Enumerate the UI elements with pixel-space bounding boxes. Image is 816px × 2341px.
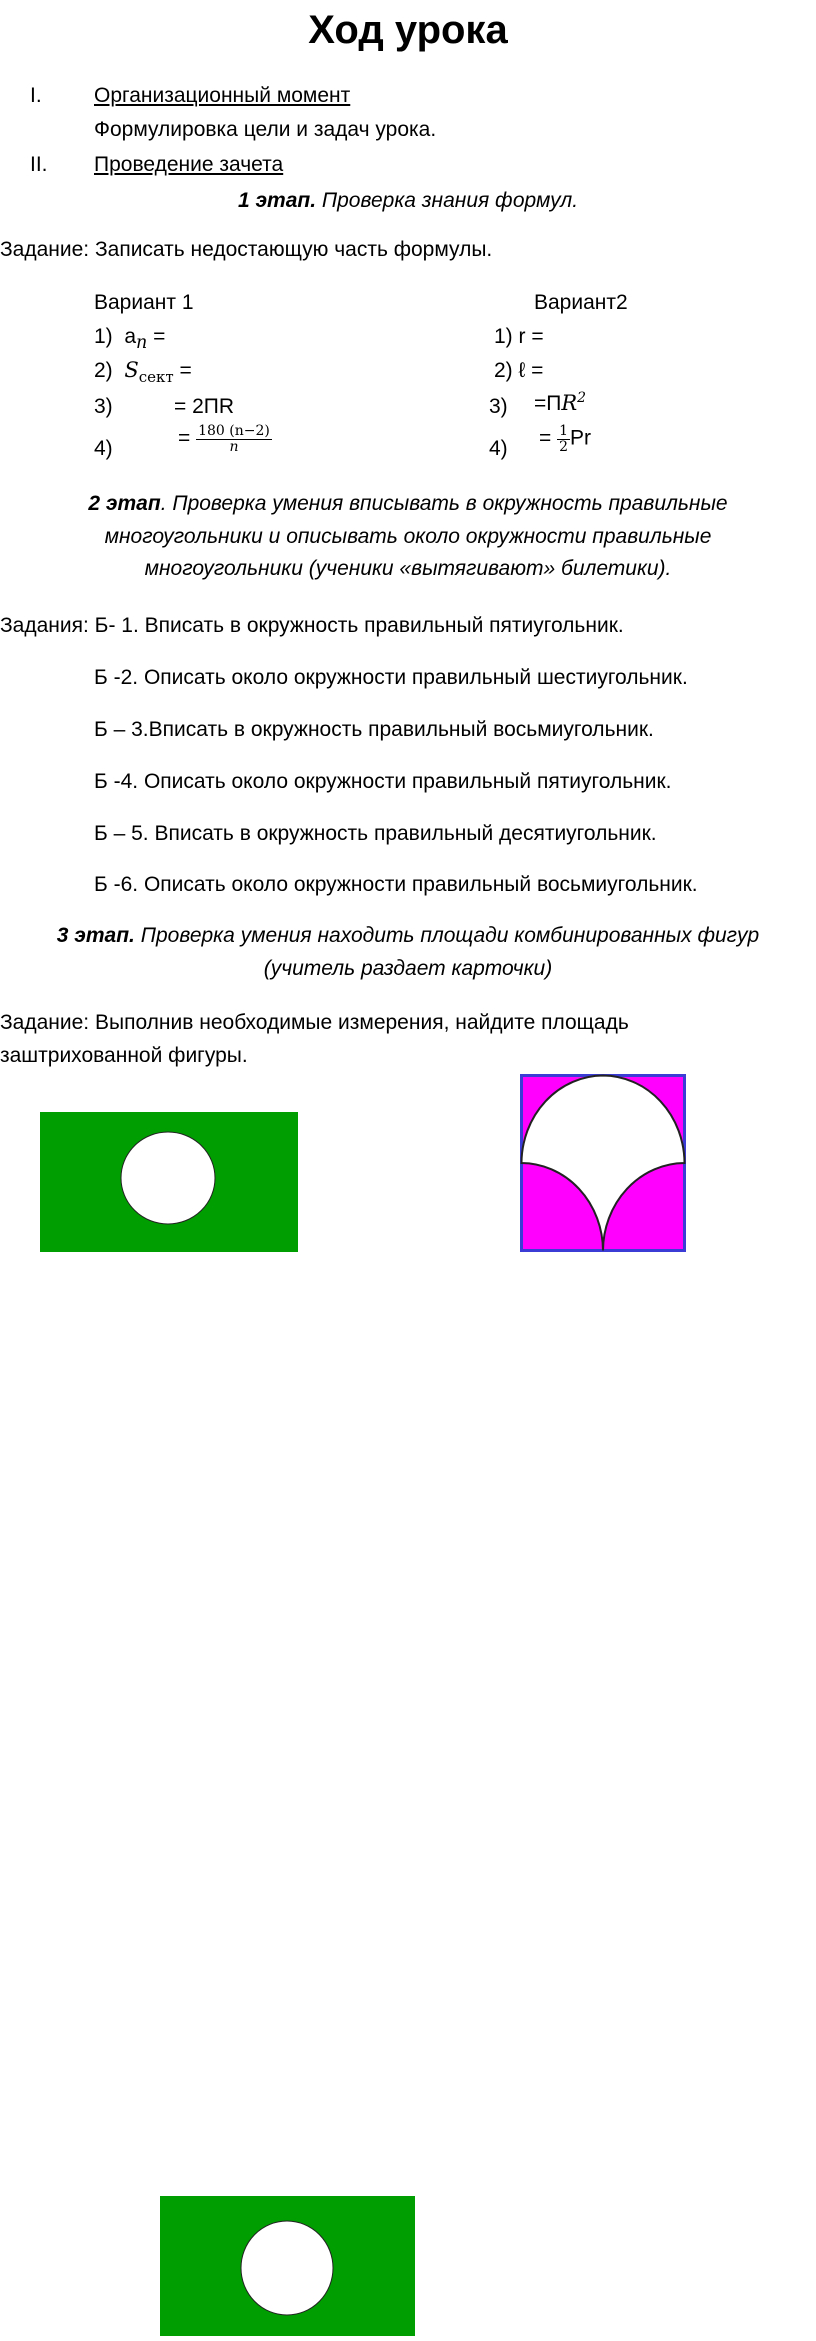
outline-item-2: Проведение зачета [94,153,284,176]
variant2-item-3-formula [534,390,586,416]
stage2-task-1: Задания: Б- 1. Вписать в окружность правильный пятиугольник. [0,614,624,637]
figure-magenta-square-arcs [520,1074,686,1252]
fraction-numerator: 180 (n−2) [198,423,270,439]
item-eq: = [178,426,191,450]
variant1-item-1 [94,324,165,354]
item-text: ℓ = [518,359,544,382]
fraction-denominator: 2 [559,438,569,455]
item-num: 2) [94,359,113,382]
stage1-task: Задание: Записать недостающую часть формулы. [0,238,493,261]
item-num: 1) [94,325,113,348]
variant1-item-3-num: 3) [94,395,113,418]
stage3-text: Проверка умения находить площади комбинированных фигур (учитель раздает карточки) [140,924,760,980]
variant2-item-1 [494,324,544,349]
stage1-bold: 1 этап. [237,189,317,212]
stage2-task-6: Б -6. Описать около окружности правильный восьмиугольник. [94,873,698,896]
outline-item-1: Организационный момент [94,84,351,107]
item-num: 2) [494,359,513,382]
variant2-item-2 [494,358,543,383]
white-circle [241,2221,333,2315]
variant1-item-4-formula [178,424,272,454]
item-text: =П [534,392,562,415]
page-title: Ход урока [308,8,508,52]
stage1-text: Проверка знания формул. [321,189,579,212]
stage3-task-line-1: Задание: Выполнив необходимые измерения, найдите площадь [0,1011,629,1034]
figure-green-rect-circle-1 [40,1112,298,1252]
outline-num-2: II. [30,153,48,176]
variant2-item-4-formula [539,424,591,454]
variant2-title: Вариант2 [534,291,628,314]
variant2-item-4-num: 4) [489,437,508,460]
fraction [557,424,570,454]
stage2-task-5: Б – 5. Вписать в окружность правильный десятиугольник. [94,822,657,845]
item-text: а [124,325,137,348]
fraction-numerator: 1 [559,423,569,439]
variant1-item-4-num: 4) [94,437,113,460]
variant1-title: Вариант 1 [94,291,194,314]
stage2-bold: 2 этап [88,492,161,515]
outline-sub-1: Формулировка цели и задач урока. [94,118,437,141]
item-num: 1) [494,325,513,348]
stage3-bold: 3 этап. [56,924,135,947]
stage2-task-4: Б -4. Описать около окружности правильный пятиугольник. [94,770,672,793]
figure-green-rect-circle-2 [160,2196,415,2336]
item-subscript: n [136,333,148,354]
stage2-text: . Проверка умения вписывать в окружность правильные многоугольники и описывать около окружности правильные многоугольники (ученики «вытягивают» билетики). [104,492,728,581]
stage2-task-2: Б -2. Описать около окружности правильный шестиугольник. [94,666,688,689]
stage3-heading [20,920,796,985]
stage2-task-3: Б – 3.Вписать в окружность правильный восьмиугольник. [94,718,654,741]
item-eq: = [173,359,192,382]
white-circle [121,1132,215,1224]
item-subscript: сект [138,368,174,387]
item-math: S [124,358,139,382]
item-math: R [561,391,578,415]
outline-num-1: I. [30,84,42,107]
fraction [196,424,272,454]
item-text: r = [518,325,544,348]
stage3-task-line-2: заштрихованной фигуры. [0,1044,248,1067]
item-eq: = [147,325,166,348]
fraction-denominator: n [229,438,239,455]
stage1-heading [0,185,816,218]
variant2-item-3-num: 3) [489,395,508,418]
variant1-item-2 [94,358,192,386]
stage2-heading [60,488,756,586]
item-eq: = [539,426,552,450]
item-text: Pr [570,426,592,450]
item-superscript: 2 [577,390,587,406]
variant1-item-3-text: = 2ПR [174,395,235,418]
